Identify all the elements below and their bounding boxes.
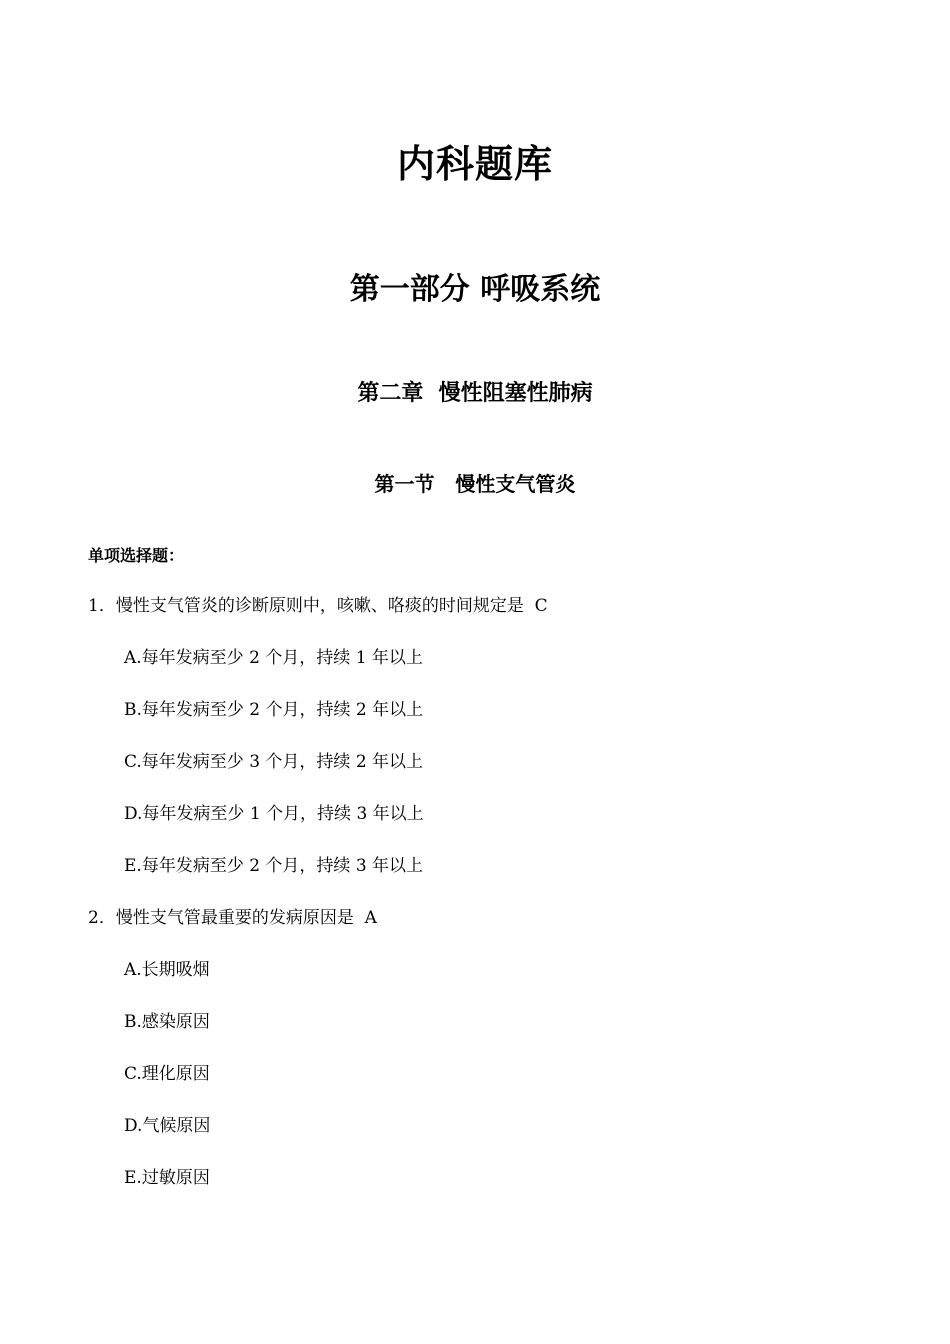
section-heading: 第一节 慢性支气管炎 — [374, 472, 576, 496]
question-2-option-e: E.过敏原因 — [124, 1168, 210, 1188]
document-title: 内科题库 — [396, 142, 553, 186]
question-1-option-d: D.每年发病至少 1 个月，持续 3 年以上 — [124, 804, 424, 824]
question-2-option-c: C.理化原因 — [124, 1064, 210, 1084]
question-1-option-c: C.每年发病至少 3 个月，持续 2 年以上 — [124, 752, 424, 772]
question-1-option-a: A.每年发病至少 2 个月，持续 1 年以上 — [124, 648, 423, 668]
question-1-option-e: E.每年发病至少 2 个月，持续 3 年以上 — [124, 856, 424, 876]
question-2-option-a: A.长期吸烟 — [124, 960, 210, 980]
question-2-option-d: D.气候原因 — [124, 1116, 211, 1136]
question-1-stem: 1．慢性支气管炎的诊断原则中，咳嗽、咯痰的时间规定是 C — [88, 596, 548, 616]
question-1-option-b: B.每年发病至少 2 个月，持续 2 年以上 — [124, 700, 424, 720]
question-2-stem: 2．慢性支气管最重要的发病原因是 A — [88, 908, 377, 928]
question-2-option-b: B.感染原因 — [124, 1012, 210, 1032]
part-heading: 第一部分 呼吸系统 — [349, 272, 601, 307]
chapter-heading: 第二章 慢性阻塞性肺病 — [357, 381, 593, 406]
question-type-label: 单项选择题： — [88, 546, 185, 565]
